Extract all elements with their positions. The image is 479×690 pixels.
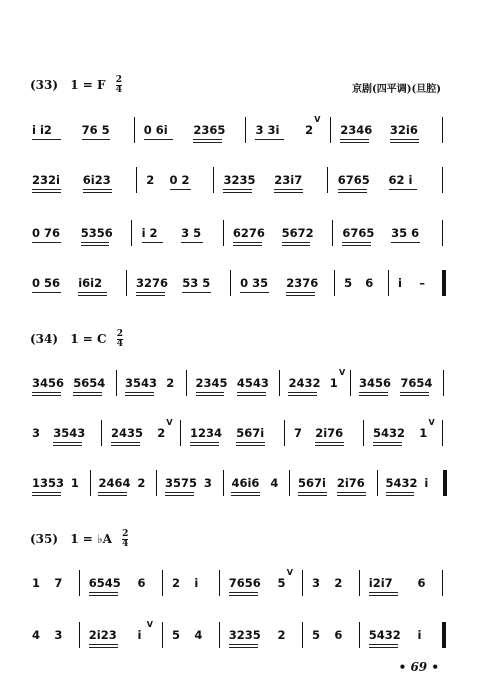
beam-underline (389, 189, 418, 190)
beam-underline (386, 492, 415, 493)
beam-underline (98, 492, 127, 493)
note-group: 1353 (32, 476, 65, 490)
note-group: 2 (157, 426, 166, 440)
notation-line (28, 218, 448, 248)
beam-underline (359, 395, 388, 396)
beam-underline (182, 292, 211, 293)
beam-underline (170, 189, 192, 190)
beam-underline (136, 295, 165, 296)
beam-underline (53, 442, 82, 443)
note-group: 2i76 (336, 476, 365, 490)
beam-underline (373, 445, 402, 446)
beam-underline (342, 245, 371, 246)
beam-underline (337, 495, 366, 496)
beam-underline (89, 647, 118, 648)
beam-underline (400, 392, 429, 393)
note-group: – (419, 276, 425, 290)
note-group: 23i7 (274, 173, 303, 187)
note-group: 3575 (164, 476, 197, 490)
beam-underline (136, 292, 165, 293)
beam-underline (369, 644, 398, 645)
beam-underline (165, 495, 194, 496)
barline (442, 117, 443, 143)
note-group: 5672 (281, 226, 314, 240)
beam-underline (223, 192, 252, 193)
beam-underline (32, 292, 61, 293)
note-group: 6i23 (82, 173, 111, 187)
note-group: i (137, 628, 142, 642)
barline (330, 117, 331, 143)
key-signature: 1 = ♭A (70, 532, 112, 546)
note-group: 2376 (286, 276, 319, 290)
beam-underline (390, 139, 419, 140)
beam-underline (81, 245, 110, 246)
note-group: 1 (70, 476, 79, 490)
beam-underline (369, 595, 398, 596)
beam-underline (373, 442, 402, 443)
beam-underline (229, 595, 258, 596)
barline (332, 220, 333, 246)
beam-underline (82, 139, 111, 140)
beam-underline (282, 242, 311, 243)
beam-underline (89, 595, 118, 596)
beam-underline (190, 445, 219, 446)
note-group: 2464 (98, 476, 131, 490)
note-group: 0 6i (143, 123, 168, 137)
page-number: • 69 • (398, 660, 439, 674)
beam-underline (78, 295, 107, 296)
beam-underline (337, 492, 366, 493)
barline (79, 622, 80, 648)
note-group: i (424, 476, 429, 490)
barline (156, 470, 157, 496)
note-group: 2 (172, 576, 181, 590)
note-group: 6765 (337, 173, 370, 187)
note-group: 53 5 (182, 276, 211, 290)
section-number: (34) (30, 332, 59, 346)
note-group: 2 (166, 376, 175, 390)
final-barline (442, 270, 446, 296)
note-group: 2i76 (315, 426, 344, 440)
beam-underline (83, 189, 112, 190)
beam-underline (53, 445, 82, 446)
barline (359, 570, 360, 596)
barline (327, 167, 328, 193)
section-number: (33) (30, 78, 59, 92)
beam-underline (400, 395, 429, 396)
barline (302, 570, 303, 596)
note-group: 5 (312, 628, 321, 642)
beam-underline (231, 495, 260, 496)
beam-underline (181, 242, 203, 243)
note-group: 0 76 (32, 226, 61, 240)
note-group: 62 i (388, 173, 413, 187)
barline (289, 470, 290, 496)
beam-underline (298, 495, 327, 496)
note-group: 6545 (88, 576, 121, 590)
beam-underline (125, 395, 154, 396)
breath-mark: V (428, 418, 435, 427)
note-group: 5 (277, 576, 286, 590)
beam-underline (369, 592, 398, 593)
beam-underline (32, 189, 61, 190)
section-33-header (30, 76, 122, 95)
note-group: 6 (365, 276, 374, 290)
beam-underline (73, 392, 102, 393)
note-group: 6 (334, 628, 343, 642)
note-group: 4 (194, 628, 203, 642)
breath-mark: V (286, 568, 293, 577)
note-group: 2432 (288, 376, 321, 390)
note-group: 567i (236, 426, 265, 440)
note-group: 5432 (385, 476, 418, 490)
note-group: 6 (417, 576, 426, 590)
beam-underline (315, 445, 344, 446)
beam-underline (32, 392, 61, 393)
barline (223, 220, 224, 246)
note-group: 3456 (32, 376, 65, 390)
beam-underline (233, 242, 262, 243)
barline (126, 270, 127, 296)
notation-line (28, 568, 448, 598)
header-right-title: 京剧(四平调)(旦腔) (352, 84, 441, 95)
beam-underline (32, 192, 61, 193)
beam-underline (255, 139, 284, 140)
note-group: 3235 (228, 628, 261, 642)
beam-underline (237, 392, 266, 393)
note-group: 32i6 (389, 123, 418, 137)
note-group: 3 (312, 576, 321, 590)
note-group: 2 (146, 173, 155, 187)
breath-mark: V (146, 620, 153, 629)
note-group: i6i2 (78, 276, 103, 290)
beam-underline (237, 395, 266, 396)
note-group: 232i (32, 173, 60, 187)
beam-underline (196, 392, 225, 393)
beam-underline (73, 395, 102, 396)
beam-underline (193, 139, 222, 140)
note-group: 6765 (342, 226, 375, 240)
barline (219, 570, 220, 596)
notation-line (28, 418, 448, 448)
note-group: 6276 (232, 226, 265, 240)
note-group: 5356 (80, 226, 113, 240)
notation-line (28, 468, 448, 498)
barline (388, 270, 389, 296)
note-group: 2 (137, 476, 146, 490)
note-group: 3543 (124, 376, 157, 390)
barline (116, 370, 117, 396)
barline (350, 370, 351, 396)
time-signature: $\frac{2}{4}$ (116, 329, 124, 349)
note-group: 3 3i (255, 123, 280, 137)
note-group: 2 (305, 123, 314, 137)
note-group: 2 (277, 628, 286, 642)
beam-underline (111, 445, 140, 446)
note-group: 3 (203, 476, 212, 490)
barline (442, 167, 443, 193)
barline (302, 622, 303, 648)
note-group: i 2 (141, 226, 158, 240)
barline (101, 420, 102, 446)
note-group: 2346 (340, 123, 373, 137)
beam-underline (89, 592, 118, 593)
time-signature: $\frac{2}{4}$ (115, 75, 122, 95)
note-group: 1 (32, 576, 41, 590)
note-group: 1 (419, 426, 428, 440)
note-group: 4543 (236, 376, 269, 390)
beam-underline (288, 395, 317, 396)
barline (377, 470, 378, 496)
beam-underline (165, 492, 194, 493)
key-signature: 1 = C (70, 332, 107, 346)
beam-underline (144, 139, 173, 140)
beam-underline (81, 242, 110, 243)
note-group: 7656 (228, 576, 261, 590)
note-group: 3235 (223, 173, 256, 187)
note-group: 7 (294, 426, 303, 440)
barline (442, 570, 443, 596)
note-group: 7 (54, 576, 63, 590)
beam-underline (298, 492, 327, 493)
barline (279, 370, 280, 396)
note-group: i (417, 628, 422, 642)
beam-underline (32, 395, 61, 396)
beam-underline (229, 647, 258, 648)
beam-underline (190, 442, 219, 443)
notation-line (28, 115, 448, 145)
beam-underline (196, 395, 225, 396)
beam-underline (274, 189, 303, 190)
note-group: 3456 (359, 376, 392, 390)
note-group: 2365 (193, 123, 226, 137)
note-group: 0 56 (32, 276, 61, 290)
barline (90, 470, 91, 496)
beam-underline (338, 192, 367, 193)
note-group: 5654 (73, 376, 106, 390)
beam-underline (32, 139, 61, 140)
beam-underline (359, 392, 388, 393)
barline (186, 370, 187, 396)
beam-underline (236, 442, 265, 443)
note-group: 3 (54, 628, 63, 642)
beam-underline (390, 142, 419, 143)
beam-underline (89, 644, 118, 645)
barline (334, 270, 335, 296)
beam-underline (229, 592, 258, 593)
beam-underline (288, 392, 317, 393)
beam-underline (282, 245, 311, 246)
note-group: i (398, 276, 402, 290)
notation-line (28, 620, 448, 650)
beam-underline (338, 189, 367, 190)
note-group: 35 6 (391, 226, 420, 240)
note-group: 1234 (189, 426, 222, 440)
beam-underline (236, 445, 265, 446)
beam-underline (32, 495, 61, 496)
note-group: 6 (137, 576, 146, 590)
beam-underline (111, 442, 140, 443)
section-number: (35) (30, 532, 59, 546)
barline (363, 420, 364, 446)
note-group: i (194, 576, 199, 590)
note-group: 4 (32, 628, 41, 642)
barline (219, 622, 220, 648)
breath-mark: V (166, 418, 173, 427)
barline (162, 570, 163, 596)
final-barline (443, 470, 447, 496)
note-group: 1 (329, 376, 338, 390)
note-group: 76 5 (81, 123, 110, 137)
beam-underline (286, 292, 315, 293)
note-group: 2 (334, 576, 343, 590)
barline (223, 470, 224, 496)
beam-underline (274, 192, 303, 193)
time-signature: $\frac{2}{4}$ (122, 529, 129, 549)
note-group: 2435 (110, 426, 143, 440)
note-group: 5 (172, 628, 181, 642)
note-group: 3 (32, 426, 41, 440)
note-group: 0 35 (240, 276, 269, 290)
beam-underline (98, 495, 127, 496)
barline (131, 220, 132, 246)
note-group: 3276 (136, 276, 169, 290)
beam-underline (83, 192, 112, 193)
breath-mark: V (338, 368, 346, 377)
note-group: i i2 (32, 123, 52, 137)
barline (230, 270, 231, 296)
barline (162, 622, 163, 648)
note-group: 5432 (368, 628, 401, 642)
note-group: 2345 (195, 376, 228, 390)
beam-underline (340, 139, 369, 140)
beam-underline (231, 492, 260, 493)
note-group: 3 5 (181, 226, 202, 240)
note-group: 0 2 (169, 173, 190, 187)
beam-underline (386, 495, 415, 496)
note-group: 7654 (400, 376, 433, 390)
section-35-header (30, 530, 128, 549)
note-group: 5432 (373, 426, 406, 440)
barline (136, 167, 137, 193)
note-group: 567i (297, 476, 326, 490)
beam-underline (32, 242, 61, 243)
beam-underline (125, 392, 154, 393)
beam-underline (391, 242, 420, 243)
barline (134, 117, 135, 143)
note-group: 2i23 (88, 628, 117, 642)
beam-underline (78, 292, 107, 293)
final-barline (442, 622, 446, 648)
beam-underline (240, 292, 269, 293)
barline (359, 622, 360, 648)
barline (79, 570, 80, 596)
barline (442, 420, 443, 446)
beam-underline (142, 242, 164, 243)
barline (443, 370, 444, 396)
notation-line (28, 368, 448, 398)
breath-mark: V (314, 115, 321, 124)
notation-line (28, 268, 448, 298)
beam-underline (315, 442, 344, 443)
beam-underline (340, 142, 369, 143)
beam-underline (32, 492, 61, 493)
barline (213, 167, 214, 193)
barline (245, 117, 246, 143)
key-signature: 1 = F (70, 78, 106, 92)
note-group: i2i7 (368, 576, 393, 590)
beam-underline (229, 644, 258, 645)
note-group: 5 (344, 276, 353, 290)
barline (442, 220, 443, 246)
barline (180, 420, 181, 446)
beam-underline (193, 142, 222, 143)
beam-underline (223, 189, 252, 190)
beam-underline (233, 245, 262, 246)
beam-underline (286, 295, 315, 296)
barline (284, 420, 285, 446)
note-group: 3543 (53, 426, 86, 440)
beam-underline (342, 242, 371, 243)
notation-line (28, 165, 448, 195)
note-group: 4 (270, 476, 279, 490)
section-34-header (30, 330, 123, 349)
beam-underline (369, 647, 398, 648)
note-group: 46i6 (231, 476, 260, 490)
